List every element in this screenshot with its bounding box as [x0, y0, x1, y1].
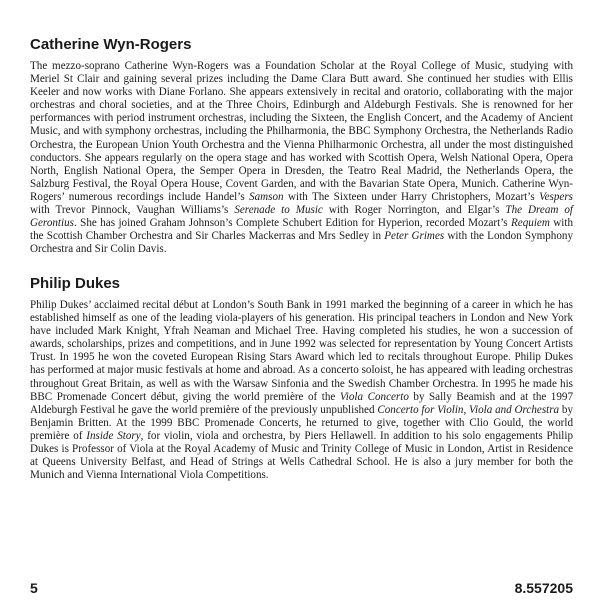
work-title: Requiem [511, 217, 550, 230]
text-run: Philip Dukes’ acclaimed recital début at London’s South Bank in 1991 marked the beginning of a career in which he has established himself as one of the leading viola-players of his generation. His principal teachers in London and New York have included Mark Knight, Yfrah Neaman and Michael Tree. Having completed his studies, he won a succession of awards, scholarships, prizes and competitions, and in June 1992 was selected for representation by Young Concert Artists Trust. In 1995 he won the coveted European Rising Stars Award which led to recitals throughout Europe. Philip Dukes has performed at major music festivals at home and abroad. As a concerto soloist, he has appeared with leading orchestras throughout Great Britain, as well as with the Warsaw Sinfonia and the Swedish Chamber Orchestra. In 1995 he made his BBC Promenade Concert début, giving the world première of the [30, 299, 573, 403]
section-heading-dukes: Philip Dukes [30, 275, 121, 292]
work-title: Serenade to Music [234, 204, 323, 217]
biography-dukes [30, 299, 573, 482]
text-run: , for violin, viola and orchestra, by Piers Hellawell. In addition to his solo engagements Philip Dukes is Professor of Viola at the Royal Academy of Music and Trinity College of Music in London, Artist in Residence at Queens University Belfast, and Head of Strings at Wells Cathedral School. He is also a jury member for both the Munich and Vienna International Viola Competitions. [30, 429, 573, 482]
text-run: The mezzo-soprano Catherine Wyn-Rogers was a Foundation Scholar at the Royal College of Music, studying with Meriel St Clair and gaining several prizes including the Dame Clara Butt award. She continued her studies with Ellis Keeler and now works with Diane Forlano. She appears extensively in recital and oratorio, collaborating with the major orchestras and choral societies, and at the Three Choirs, Edinburgh and Aldeburgh Festivals. She is renowned for her performances with period instrument orchestras, including the Sixteen, the English Concert, and the Academy of Ancient Music, and with symphony orchestras, including the Philharmonia, the BBC Symphony Orchestra, the Netherlands Radio Orchestra, the European Union Youth Orchestra and the Vienna Philharmonic Orchestra, all under the most distinguished conductors. She appears regularly on the opera stage and has worked with Scottish Opera, Welsh National Opera, Opera North, English National Opera, the Semper Opera in Dresden, the Teatro Real Madrid, the Netherlands Opera, the Salzburg Festival, the Royal Opera House, Covent Garden, and with the Bavarian State Opera, Munich. Catherine Wyn-Rogers’ numerous recordings include Handel’s [30, 60, 573, 203]
text-run: with the Scottish Chamber Orchestra and Sir Charles Mackerras and Mrs Sedley in [30, 217, 573, 243]
section-heading-wyn-rogers: Catherine Wyn-Rogers [30, 36, 192, 53]
work-title: Inside Story [86, 429, 141, 442]
text-run: by Benjamin Britten. At the 1999 BBC Promenade Concerts, he returned to give, together with Clio Gould, the world première of [30, 403, 573, 442]
text-run: by Sally Beamish and at the 1997 Aldeburgh Festival he gave the world première of the previously unpublished [30, 390, 573, 416]
work-title: The Dream of Gerontius [30, 204, 574, 230]
work-title: Viola Concerto [339, 390, 409, 403]
work-title: Vespers [539, 190, 573, 203]
work-title: Peter Grimes [384, 230, 445, 243]
catalogue-number: 8.557205 [514, 580, 573, 596]
text-run: with Roger Norrington, and Elgar’s [322, 204, 506, 217]
text-run: with The Sixteen under Harry Christophers, Mozart’s [283, 190, 540, 203]
text-run: with the London Symphony Orchestra and Sir Colin Davis. [30, 230, 573, 256]
biography-wyn-rogers [30, 60, 573, 256]
work-title: Samson [249, 190, 284, 203]
page-number: 5 [30, 580, 38, 596]
work-title: Concerto for Violin, Viola and Orchestra [377, 403, 560, 416]
text-run: . She has joined Graham Johnson’s Complete Schubert Edition for Hyperion, recorded Mozart’s [73, 217, 512, 230]
text-run: with Trevor Pinnock, Vaughan Williams’s [30, 204, 235, 217]
